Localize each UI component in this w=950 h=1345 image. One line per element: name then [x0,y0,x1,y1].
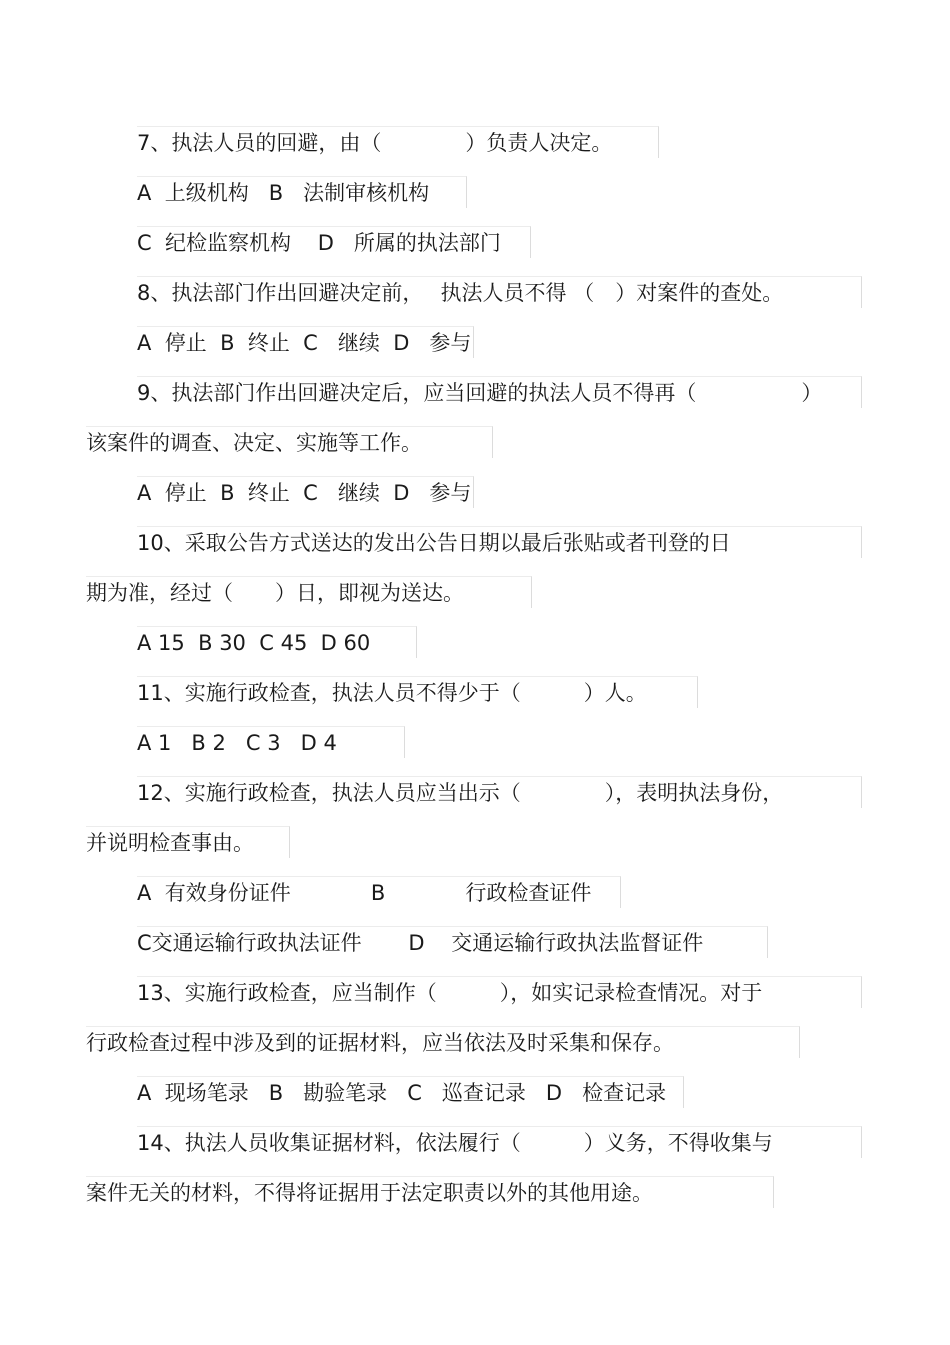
q14-stem-line2: 案件无关的材料，不得将证据用于法定职责以外的其他用途。 [86,1176,774,1208]
q13-options: A 现场笔录 B 勘验笔录 C 巡查记录 D 检查记录 [137,1076,684,1108]
q14-stem-line1: 14、执法人员收集证据材料，依法履行（ ）义务，不得收集与 [137,1126,862,1158]
q9-stem-line2: 该案件的调查、决定、实施等工作。 [86,426,493,458]
q9-stem-line1: 9、执法部门作出回避决定后，应当回避的执法人员不得再（ ） [137,376,862,408]
q12-stem-line2: 并说明检查事由。 [86,826,290,858]
q8-stem: 8、执法部门作出回避决定前， 执法人员不得 （ ）对案件的查处。 [137,276,862,308]
q11-options: A 1 B 2 C 3 D 4 [137,726,405,758]
q12-options-line2: C交通运输行政执法证件 D 交通运输行政执法监督证件 [137,926,768,958]
q10-stem-line1: 10、采取公告方式送达的发出公告日期以最后张贴或者刊登的日 [137,526,862,558]
q8-options: A 停止 B 终止 C 继续 D 参与 [137,326,474,358]
q10-stem-line2: 期为准，经过（ ）日，即视为送达。 [86,576,532,608]
q7-options-line1: A 上级机构 B 法制审核机构 [137,176,467,208]
q12-options-line1: A 有效身份证件 B 行政检查证件 [137,876,621,908]
q9-options: A 停止 B 终止 C 继续 D 参与 [137,476,474,508]
q13-stem-line2: 行政检查过程中涉及到的证据材料，应当依法及时采集和保存。 [86,1026,800,1058]
q10-options: A 15 B 30 C 45 D 60 [137,626,417,658]
q7-stem: 7、执法人员的回避，由（ ）负责人决定。 [137,126,659,158]
q7-options-line2: C 纪检监察机构 D 所属的执法部门 [137,226,531,258]
q12-stem-line1: 12、实施行政检查，执法人员应当出示（ ），表明执法身份， [137,776,862,808]
q13-stem-line1: 13、实施行政检查，应当制作（ ），如实记录检查情况。对于 [137,976,862,1008]
q11-stem: 11、实施行政检查，执法人员不得少于（ ）人。 [137,676,698,708]
